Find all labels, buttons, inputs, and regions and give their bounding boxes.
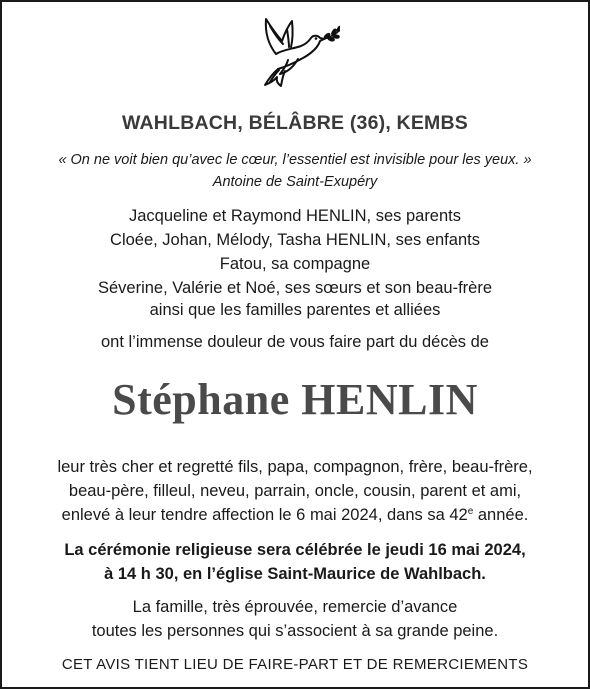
date-of-death-line <box>2 506 588 525</box>
date-of-death-text: enlevé à leur tendre affection le 6 mai 2024, dans sa 42 <box>61 506 468 524</box>
quote-author: Antoine de Saint-Exupéry <box>212 174 378 190</box>
relationship-line: leur très cher et regretté fils, papa, compagnon, frère, beau-frère, <box>57 458 533 476</box>
relationship-line: beau-père, filleul, neveu, parrain, oncle, cousin, parent et ami, <box>68 482 522 500</box>
family-line: ainsi que les familles parentes et alliées <box>149 301 441 319</box>
quote-text: « On ne voit bien qu’avec le cœur, l’essentiel est invisible pour les yeux. » <box>58 152 532 168</box>
towns-heading: WAHLBACH, BÉLÂBRE (36), KEMBS <box>122 112 468 134</box>
family-line: Cloée, Johan, Mélody, Tasha HENLIN, ses enfants <box>110 231 480 249</box>
ordinal-suffix: e <box>467 506 474 517</box>
family-line: Jacqueline et Raymond HENLIN, ses parents <box>129 207 461 225</box>
thanks-line: toutes les personnes qui s’associent à sa grande peine. <box>91 622 499 640</box>
thanks-line: La famille, très éprouvée, remercie d’avance <box>132 598 458 616</box>
dove-with-olive-branch-icon <box>254 14 340 88</box>
date-of-death-end: année. <box>473 506 529 524</box>
deceased-name: Stéphane HENLIN <box>112 375 478 424</box>
ceremony-line: La cérémonie religieuse sera célébrée le jeudi 16 mai 2024, <box>64 541 526 559</box>
ceremony-line: à 14 h 30, en l’église Saint-Maurice de Wahlbach. <box>104 565 486 583</box>
family-line: Séverine, Valérie et Noé, ses sœurs et son beau-frère <box>97 279 493 297</box>
family-line: Fatou, sa compagne <box>219 255 371 273</box>
announcement-text: ont l’immense douleur de vous faire part du décès de <box>101 333 489 351</box>
footer-notice: CET AVIS TIENT LIEU DE FAIRE-PART ET DE REMERCIEMENTS <box>61 656 529 673</box>
